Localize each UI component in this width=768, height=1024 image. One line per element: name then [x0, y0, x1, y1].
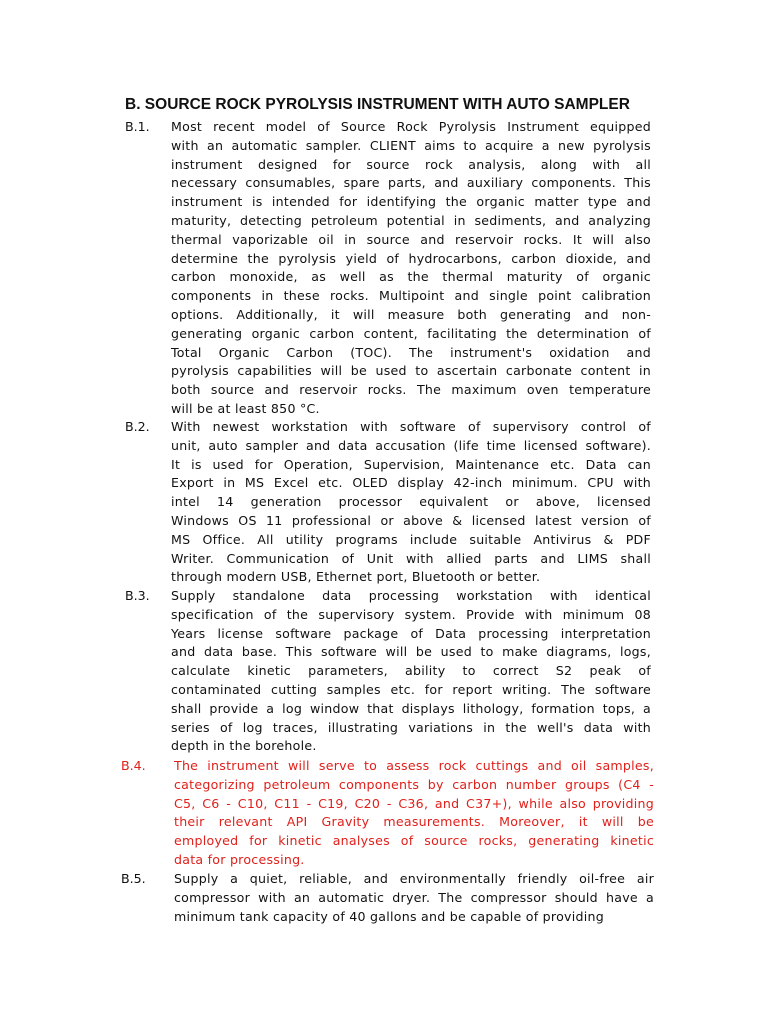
text-line: both source and reservoir rocks. The maximum oven temperature [171, 382, 651, 398]
text-line: C5, C6 - C10, C11 - C19, C20 - C36, and C37+), while also providing [174, 795, 654, 811]
text-line: intel 14 generation processor equivalent or above, licensed [171, 494, 651, 510]
text-line: calculate kinetic parameters, ability to correct S2 peak of [171, 663, 651, 679]
text-line: maturity, detecting petroleum potential in sediments, and analyzing [171, 212, 651, 228]
text-line: Supply a quiet, reliable, and environmentally friendly oil-free air [174, 871, 654, 886]
text-line: unit, auto sampler and data accusation (life time licensed software). [171, 437, 651, 453]
text-line: components in these rocks. Multipoint and single point calibration [171, 288, 651, 304]
text-line: categorizing petroleum components by carbon number groups (C4 - [174, 776, 654, 792]
text-line: will be at least 850 °C. [171, 400, 320, 416]
section-heading: B. SOURCE ROCK PYROLYSIS INSTRUMENT WITH AUTO SAMPLER [125, 96, 630, 113]
text-line: MS Office. All utility programs include suitable Antivirus & PDF [171, 531, 651, 547]
text-line: data for processing. [174, 851, 305, 867]
text-line: carbon monoxide, as well as the thermal maturity of organic [171, 269, 651, 285]
item-number: B.4. [121, 758, 146, 773]
text-line: Supply standalone data processing workstation with identical [171, 588, 651, 603]
text-line: With newest workstation with software of supervisory control of [171, 419, 651, 434]
text-line: their relevant API Gravity measurements. Moreover, it will be [174, 814, 654, 830]
text-line: series of log traces, illustrating variations in the well's data with [171, 719, 651, 735]
text-line: necessary consumables, spare parts, and auxiliary components. This [171, 175, 651, 191]
text-line: Total Organic Carbon (TOC). The instrument's oxidation and [171, 344, 651, 360]
text-line: shall provide a log window that displays lithology, formation tops, a [171, 700, 651, 716]
text-line: thermal vaporizable oil in source and reservoir rocks. It will also [171, 231, 651, 247]
text-line: with an automatic sampler. CLIENT aims to acquire a new pyrolysis [171, 137, 651, 153]
text-line: depth in the borehole. [171, 738, 317, 754]
text-line: Writer. Communication of Unit with allied parts and LIMS shall [171, 550, 651, 566]
text-line: specification of the supervisory system. Provide with minimum 08 [171, 606, 651, 622]
text-line: Most recent model of Source Rock Pyrolysis Instrument equipped [171, 119, 651, 134]
text-line: instrument designed for source rock analysis, along with all [171, 156, 651, 172]
item-text [171, 118, 651, 419]
text-line: compressor with an automatic dryer. The compressor should have a [174, 889, 654, 905]
item-text [171, 418, 651, 587]
text-line: It is used for Operation, Supervision, Maintenance etc. Data can [171, 456, 651, 472]
text-line: The instrument will serve to assess rock cuttings and oil samples, [174, 758, 654, 773]
item-text [174, 757, 654, 870]
item-number: B.1. [125, 119, 150, 134]
text-line: and data base. This software will be used to make diagrams, logs, [171, 644, 651, 660]
text-line: through modern USB, Ethernet port, Bluetooth or better. [171, 569, 541, 585]
text-line: contaminated cutting samples etc. for report writing. The software [171, 681, 651, 697]
text-line: options. Additionally, it will measure both generating and non- [171, 306, 651, 322]
item-number: B.5. [121, 871, 146, 886]
text-line: determine the pyrolysis yield of hydrocarbons, carbon dioxide, and [171, 250, 651, 266]
text-line: pyrolysis capabilities will be used to ascertain carbonate content in [171, 363, 651, 379]
item-number: B.2. [125, 419, 150, 434]
text-line: instrument is intended for identifying the organic matter type and [171, 194, 651, 210]
text-line: Windows OS 11 professional or above & licensed latest version of [171, 512, 651, 528]
text-line: Export in MS Excel etc. OLED display 42-inch minimum. CPU with [171, 475, 651, 491]
text-line: minimum tank capacity of 40 gallons and be capable of providing [174, 908, 604, 924]
text-line: generating organic carbon content, facilitating the determination of [171, 325, 651, 341]
text-line: Years license software package of Data processing interpretation [171, 625, 651, 641]
item-text [174, 870, 654, 926]
item-text [171, 587, 651, 756]
item-number: B.3. [125, 588, 150, 603]
text-line: employed for kinetic analyses of source rocks, generating kinetic [174, 833, 654, 849]
